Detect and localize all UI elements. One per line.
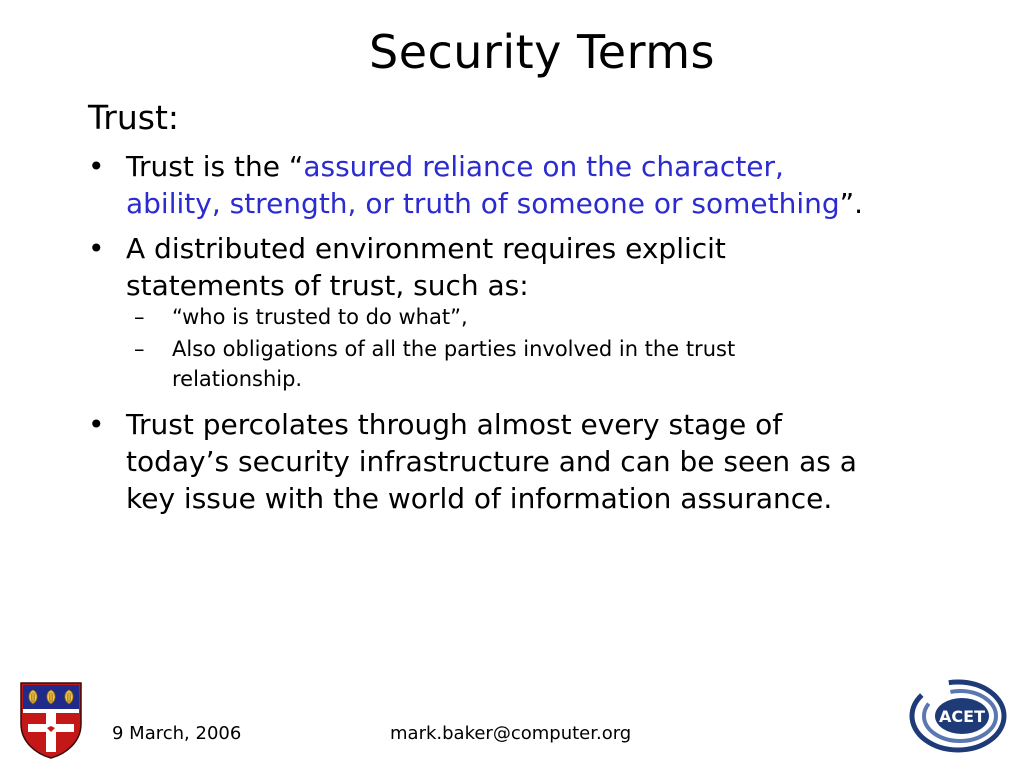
bullet-line1: Trust percolates through almost every stage of — [126, 408, 783, 441]
acet-logo-text: ACET — [939, 707, 985, 726]
footer-email: mark.baker@computer.org — [390, 723, 632, 744]
bullet-line3: key issue with the world of information assurance. — [126, 482, 833, 515]
slide-body — [86, 148, 986, 525]
bullet-trust-definition — [86, 148, 986, 222]
bullet-line1: A distributed environment requires explicit — [126, 232, 726, 265]
acet-logo-icon — [908, 672, 1008, 758]
definition-quote-line1: assured reliance on the character, — [303, 150, 784, 183]
sub-bullet-list — [86, 302, 986, 394]
bullet-marker: • — [88, 150, 105, 183]
sub-bullet-line1: “who is trusted to do what”, — [172, 305, 468, 329]
slide-title: Security Terms — [369, 25, 715, 79]
section-heading: Trust: — [88, 98, 180, 137]
sub-bullet-who-trusted — [86, 302, 986, 332]
bullet-line2: statements of trust, such as: — [126, 269, 529, 302]
sub-bullet-line1: Also obligations of all the parties involved in the trust — [172, 337, 736, 361]
sub-bullet-line2: relationship. — [172, 367, 303, 391]
sub-bullet-obligations — [86, 334, 986, 394]
bullet-trust-percolates — [86, 406, 986, 517]
bullet-text-suffix: ”. — [839, 187, 864, 220]
bullet-line2: today’s security infrastructure and can be seen as a — [126, 445, 857, 478]
footer-date: 9 March, 2006 — [112, 723, 242, 744]
sub-bullet-marker: – — [134, 337, 145, 361]
bullet-distributed-environment — [86, 230, 986, 304]
bullet-marker: • — [88, 408, 105, 441]
bullet-text-prefix: Trust is the “ — [126, 150, 304, 183]
definition-quote-line2: ability, strength, or truth of someone or something — [126, 187, 840, 220]
bullet-marker: • — [88, 232, 105, 265]
sub-bullet-marker: – — [134, 305, 145, 329]
university-crest-icon — [18, 680, 84, 760]
